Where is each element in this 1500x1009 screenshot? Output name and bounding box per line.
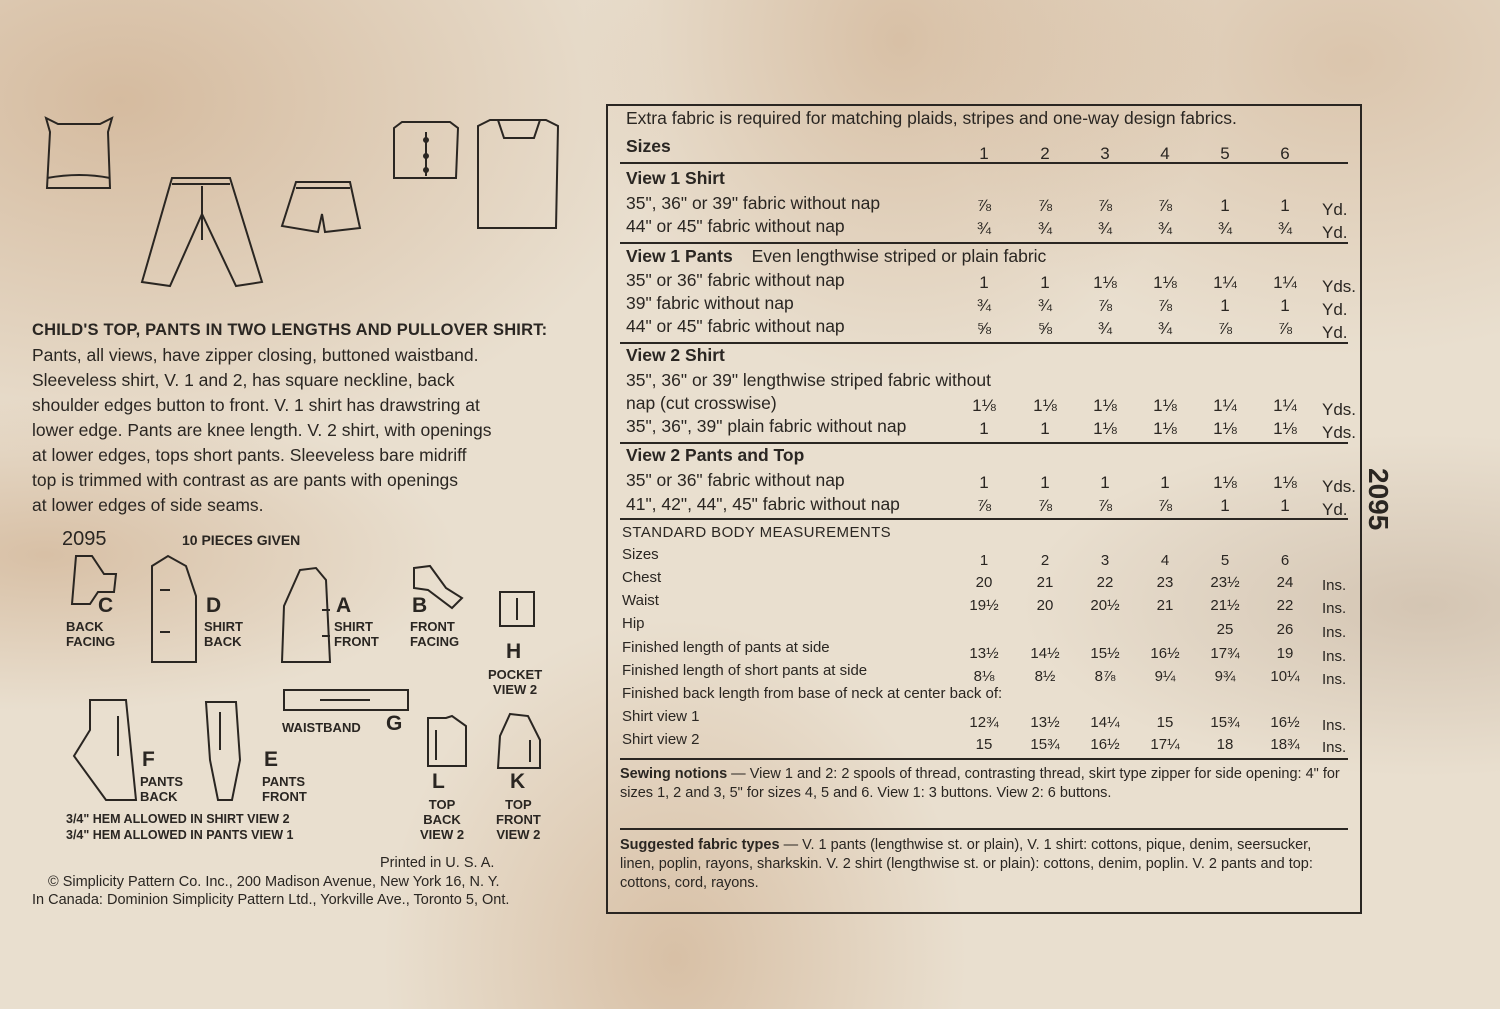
value-cell: ⅞	[1097, 496, 1113, 515]
pattern-description	[32, 318, 552, 518]
section-title: View 2 Shirt	[626, 345, 725, 365]
value-cell: 16½	[1090, 736, 1120, 753]
piece-label: TOP FRONT VIEW 2	[496, 797, 541, 842]
row-label: 35" or 36" fabric without nap	[626, 470, 845, 490]
piece-label: SHIRT FRONT	[334, 619, 379, 649]
value-cell: 1	[979, 419, 989, 438]
size-col: 3	[1100, 144, 1110, 163]
value-cell: 15¾	[1030, 736, 1060, 753]
hem-note-pants: 3/4" HEM ALLOWED IN PANTS VIEW 1	[66, 828, 294, 842]
sewing-notions-text: — View 1 and 2: 2 spools of thread, contrasting thread, skirt type zipper for side opening: 4" for sizes 1, 2 and 3, 5" for sizes 4, 5 and 6. View 1: 3 buttons. View 2: 6 buttons.	[620, 766, 1340, 801]
piece-l-shape	[428, 716, 466, 766]
rule	[620, 242, 1348, 244]
sewing-notions	[620, 765, 1348, 803]
value-cell: 13½	[1030, 714, 1060, 731]
value-cell: 22	[1096, 574, 1114, 591]
value-cell: 20½	[1090, 597, 1120, 614]
value-cell: ⅝	[1037, 319, 1053, 338]
row-label: 35", 36", 39" plain fabric without nap	[626, 416, 907, 436]
value-cell: 17¼	[1150, 736, 1180, 753]
value-cell: 21	[1036, 574, 1054, 591]
value-cell: 18	[1216, 736, 1234, 753]
row-label: 41", 42", 44", 45" fabric without nap	[626, 494, 900, 514]
unit-cell: Yds.	[1322, 400, 1357, 419]
unit-cell: Ins.	[1322, 577, 1347, 594]
piece-f-shape	[74, 700, 136, 800]
section-title: View 1 Pants	[626, 246, 733, 266]
value-cell: 1	[1100, 473, 1110, 492]
piece-letter: L	[432, 770, 445, 793]
piece-a-shape	[282, 568, 330, 662]
value-cell: 1⅛	[1213, 419, 1237, 438]
value-cell: 15	[1156, 714, 1174, 731]
value-cell: 1⅛	[1093, 419, 1117, 438]
value-cell: ¾	[1097, 219, 1113, 238]
value-cell: 17¾	[1210, 645, 1240, 662]
row-label: 44" or 45" fabric without nap	[626, 216, 845, 236]
long-shirt-sketch	[478, 120, 558, 228]
measure-label: Shirt view 1	[622, 708, 700, 725]
piece-e-shape	[206, 702, 240, 800]
value-cell: 1⅛	[1273, 473, 1297, 492]
rule	[620, 342, 1348, 344]
unit-cell: Yds.	[1322, 423, 1357, 442]
value-cell: ¾	[1157, 319, 1173, 338]
value-cell: 8⅞	[1094, 668, 1116, 685]
row-label: 35", 36" or 39" fabric without nap	[626, 193, 881, 213]
piece-label: POCKET VIEW 2	[488, 667, 543, 697]
fabric-types-text: — V. 1 pants (lengthwise st. or plain), V. 1 shirt: cottons, pique, denim, seersucker, linen, poplin, rayons, sharkskin. V. 2 shirt (lengthwise st. or plain): cottons, denim, poplin. V. 2 pants and top: cottons, cord, rayons.	[620, 837, 1313, 891]
value-cell: 22	[1276, 597, 1294, 614]
piece-label: FRONT FACING	[410, 619, 460, 649]
pattern-number: 2095	[62, 528, 107, 550]
value-cell: 14¼	[1090, 714, 1120, 731]
value-cell: 15	[975, 736, 993, 753]
value-cell: ⅞	[1037, 196, 1053, 215]
value-cell: 19½	[969, 597, 999, 614]
value-cell: 1	[1220, 296, 1230, 315]
measure-label: Finished length of pants at side	[622, 639, 830, 656]
value-cell: 1⅛	[972, 396, 996, 415]
piece-letter: H	[506, 640, 522, 663]
value-cell: 26	[1276, 621, 1294, 638]
piece-letter: K	[510, 770, 526, 793]
value-cell: ¾	[1037, 296, 1053, 315]
value-cell: ¾	[1097, 319, 1113, 338]
unit-cell: Yd.	[1322, 500, 1348, 519]
value-cell: 1	[1040, 419, 1050, 438]
value-cell: 1	[979, 473, 989, 492]
piece-letter: D	[206, 594, 222, 617]
value-cell: 1⅛	[1153, 396, 1177, 415]
value-cell: ⅞	[976, 196, 992, 215]
value-cell: 1	[1160, 473, 1170, 492]
value-cell: ⅞	[1037, 496, 1053, 515]
shorts-sketch	[282, 182, 360, 232]
measurements-sizes-label: Sizes	[622, 546, 659, 563]
value-cell: 1⅛	[1093, 273, 1117, 292]
value-cell: ⅞	[976, 496, 992, 515]
measure-size-col: 2	[1040, 552, 1050, 569]
measure-size-col: 1	[979, 552, 989, 569]
measure-size-col: 3	[1100, 552, 1110, 569]
size-col: 5	[1220, 144, 1230, 163]
value-cell: 1	[1220, 196, 1230, 215]
measurements-title: STANDARD BODY MEASUREMENTS	[622, 524, 892, 541]
description-line: Sleeveless shirt, V. 1 and 2, has square neckline, back	[32, 370, 455, 390]
value-cell: 1	[1280, 196, 1290, 215]
value-cell: ⅞	[1277, 319, 1293, 338]
value-cell: 1⅛	[1273, 419, 1297, 438]
value-cell: 8½	[1034, 668, 1056, 685]
description-line: at lower edges of side seams.	[32, 495, 264, 515]
copyright-line: © Simplicity Pattern Co. Inc., 200 Madison Avenue, New York 16, N. Y.	[48, 874, 500, 890]
description-line: at lower edges, tops short pants. Sleeveless bare midriff	[32, 445, 467, 465]
measure-size-col: 6	[1280, 552, 1290, 569]
value-cell: 1¼	[1213, 396, 1237, 415]
value-cell: ⅝	[976, 319, 992, 338]
value-cell: 15½	[1090, 645, 1120, 662]
value-cell: 1⅛	[1213, 473, 1237, 492]
value-cell: 13½	[969, 645, 999, 662]
value-cell: ⅞	[1097, 296, 1113, 315]
piece-letter: G	[386, 712, 403, 735]
value-cell: 1⅛	[1153, 419, 1177, 438]
description-line: Pants, all views, have zipper closing, buttoned waistband.	[32, 345, 479, 365]
unit-cell: Yd.	[1322, 300, 1348, 319]
section-subtitle: Even lengthwise striped or plain fabric	[751, 246, 1047, 266]
rule	[620, 442, 1348, 444]
value-cell: ¾	[1217, 219, 1233, 238]
piece-label: TOP BACK VIEW 2	[420, 797, 465, 842]
row-label: nap (cut crosswise)	[626, 393, 777, 413]
piece-letter: C	[98, 594, 114, 617]
unit-cell: Yds.	[1322, 277, 1357, 296]
row-label: 35" or 36" fabric without nap	[626, 270, 845, 290]
back-length-label: Finished back length from base of neck at center back of:	[622, 685, 1003, 702]
unit-cell: Yd.	[1322, 223, 1348, 242]
side-pattern-number: 2095	[1363, 468, 1394, 531]
printed-in: Printed in U. S. A.	[380, 855, 495, 871]
value-cell: 21½	[1210, 597, 1240, 614]
value-cell: 8⅛	[973, 668, 995, 685]
value-cell: 18¾	[1270, 736, 1300, 753]
value-cell: ¾	[1037, 219, 1053, 238]
section-title-line	[626, 246, 1046, 267]
measure-label: Waist	[622, 592, 659, 609]
value-cell: 19	[1276, 645, 1294, 662]
piece-letter: E	[264, 748, 279, 771]
unit-cell: Ins.	[1322, 739, 1347, 756]
section-title: View 1 Shirt	[626, 168, 725, 188]
value-cell: 21	[1156, 597, 1174, 614]
section-title: View 2 Pants and Top	[626, 445, 805, 465]
size-col: 4	[1160, 144, 1170, 163]
size-col: 1	[979, 144, 989, 163]
piece-k-shape	[498, 714, 540, 768]
row-label: 39" fabric without nap	[626, 293, 794, 313]
hem-note-shirt: 3/4" HEM ALLOWED IN SHIRT VIEW 2	[66, 812, 290, 826]
value-cell: 1	[1040, 473, 1050, 492]
measure-label: Shirt view 2	[622, 731, 700, 748]
value-cell: 14½	[1030, 645, 1060, 662]
unit-cell: Ins.	[1322, 717, 1347, 734]
description-line: lower edge. Pants are knee length. V. 2 shirt, with openings	[32, 420, 492, 440]
piece-label: SHIRT BACK	[204, 619, 243, 649]
unit-cell: Ins.	[1322, 624, 1347, 641]
piece-label: BACK FACING	[66, 619, 116, 649]
measure-label: Chest	[622, 569, 662, 586]
value-cell: 1⅛	[1153, 273, 1177, 292]
unit-cell: Ins.	[1322, 648, 1347, 665]
unit-cell: Ins.	[1322, 671, 1347, 688]
value-cell: ⅞	[1157, 296, 1173, 315]
value-cell: 1	[979, 273, 989, 292]
pieces-given-label: 10 PIECES GIVEN	[182, 532, 301, 548]
value-cell: 25	[1216, 621, 1234, 638]
value-cell: 24	[1276, 574, 1294, 591]
value-cell: ⅞	[1217, 319, 1233, 338]
value-cell: ⅞	[1157, 496, 1173, 515]
rule	[620, 828, 1348, 830]
value-cell: 23	[1156, 574, 1174, 591]
piece-letter: F	[142, 748, 155, 771]
value-cell: ¾	[1277, 219, 1293, 238]
value-cell: 1⅛	[1093, 396, 1117, 415]
measure-label: Finished length of short pants at side	[622, 662, 868, 679]
unit-cell: Yd.	[1322, 323, 1348, 342]
canada-line: In Canada: Dominion Simplicity Pattern Ltd., Yorkville Ave., Toronto 5, Ont.	[32, 892, 510, 908]
fabric-types	[620, 836, 1348, 893]
value-cell: 1	[1280, 496, 1290, 515]
size-col: 2	[1040, 144, 1050, 163]
value-cell: 1	[1280, 296, 1290, 315]
row-label: 35", 36" or 39" lengthwise striped fabric without	[626, 370, 991, 390]
value-cell: ⅞	[1097, 196, 1113, 215]
unit-cell: Ins.	[1322, 600, 1347, 617]
piece-label: WAISTBAND	[282, 720, 361, 735]
piece-label: PANTS BACK	[140, 774, 184, 804]
measure-label: Hip	[622, 615, 645, 632]
sewing-notions-label: Sewing notions	[620, 766, 728, 782]
value-cell: ¾	[1157, 219, 1173, 238]
sizes-header: Sizes	[626, 136, 671, 156]
value-cell: 16½	[1150, 645, 1180, 662]
value-cell: 10¼	[1270, 668, 1300, 685]
fabric-types-label: Suggested fabric types	[620, 837, 780, 853]
value-cell: ¾	[976, 219, 992, 238]
value-cell: 20	[1036, 597, 1054, 614]
value-cell: 23½	[1210, 574, 1240, 591]
value-cell: ⅞	[1157, 196, 1173, 215]
matching-note: Extra fabric is required for matching plaids, stripes and one-way design fabrics.	[626, 108, 1237, 128]
measure-size-col: 5	[1220, 552, 1230, 569]
value-cell: 20	[975, 574, 993, 591]
value-cell: 1⅛	[1033, 396, 1057, 415]
piece-d-shape	[152, 556, 196, 662]
piece-letter: A	[336, 594, 352, 617]
description-line: shoulder edges button to front. V. 1 shirt has drawstring at	[32, 395, 480, 415]
value-cell: 9¼	[1154, 668, 1176, 685]
unit-cell: Yds.	[1322, 477, 1357, 496]
value-cell: 9¾	[1214, 668, 1236, 685]
value-cell: 1	[1040, 273, 1050, 292]
value-cell: 15¾	[1210, 714, 1240, 731]
value-cell: ¾	[976, 296, 992, 315]
size-col: 6	[1280, 144, 1290, 163]
value-cell: 1¼	[1273, 396, 1297, 415]
piece-label: PANTS FRONT	[262, 774, 307, 804]
value-cell: 1¼	[1213, 273, 1237, 292]
row-label: 44" or 45" fabric without nap	[626, 316, 845, 336]
value-cell: 1¼	[1273, 273, 1297, 292]
piece-letter: B	[412, 594, 428, 617]
unit-cell: Yd.	[1322, 200, 1348, 219]
value-cell: 12¾	[969, 714, 999, 731]
rule	[620, 518, 1348, 520]
measure-size-col: 4	[1160, 552, 1170, 569]
description-title: CHILD'S TOP, PANTS IN TWO LENGTHS AND PULLOVER SHIRT:	[32, 321, 548, 339]
value-cell: 16½	[1270, 714, 1300, 731]
description-line: top is trimmed with contrast as are pants with openings	[32, 470, 459, 490]
value-cell: 1	[1220, 496, 1230, 515]
rule	[620, 758, 1348, 760]
